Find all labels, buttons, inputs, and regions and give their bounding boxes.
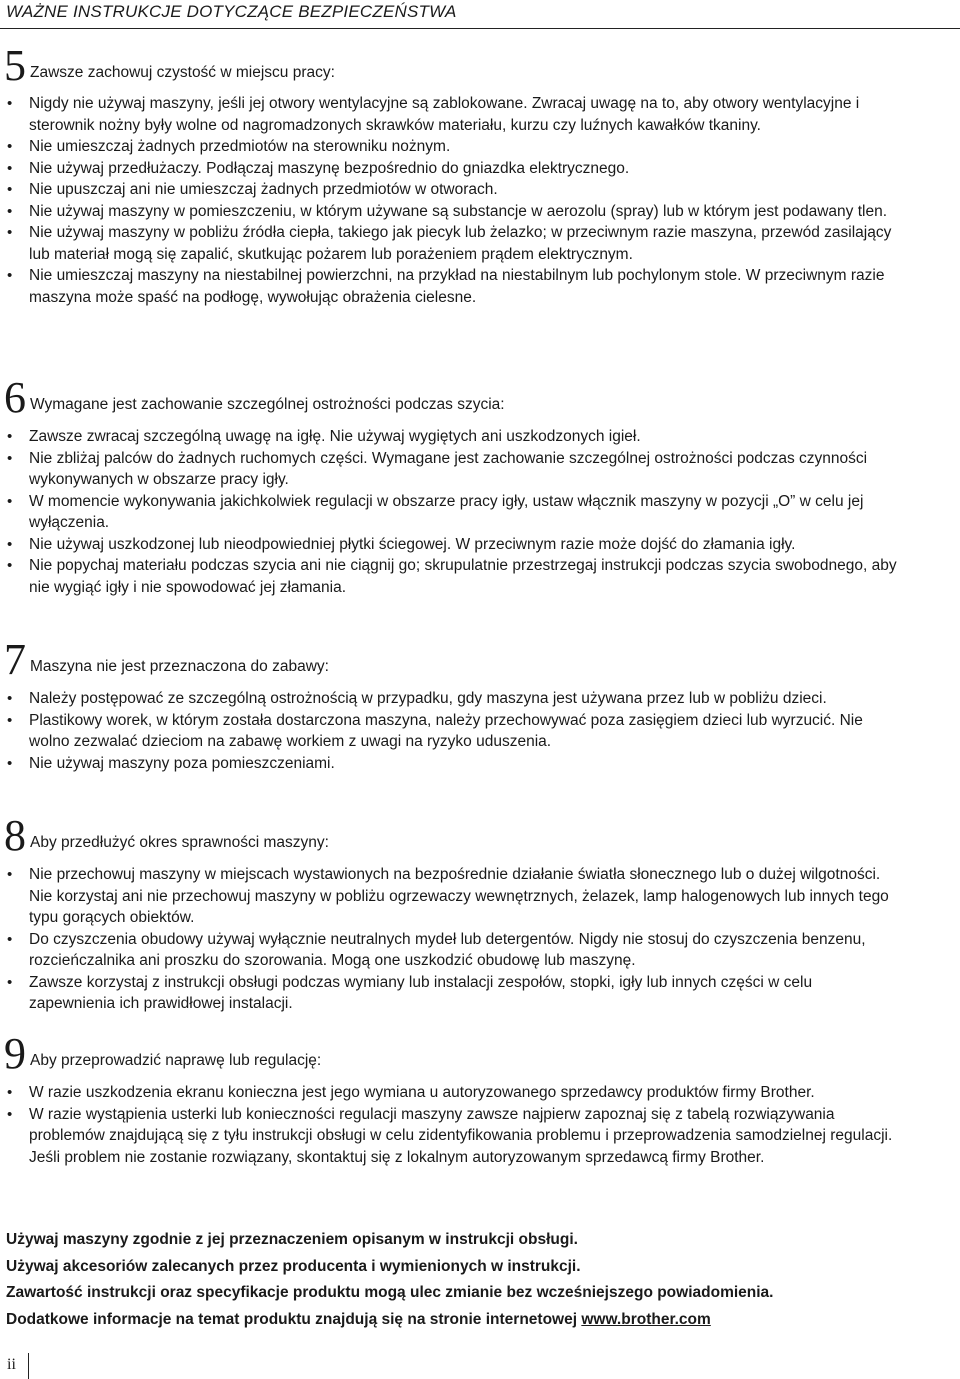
bottom-rule [28,1353,29,1379]
section-title: Aby przeprowadzić naprawę lub regulację: [30,1052,322,1069]
section-number: 5 [4,41,26,90]
list-item: • W momencie wykonywania jakichkolwiek regulacji w obszarze pracy igły, ustaw włącznik maszyny w pozycji „O” w celu jej wyłączenia. [7,492,864,531]
footer-line [6,1310,946,1337]
header-rule [0,28,960,29]
section-title: Zawsze zachowuj czystość w miejscu pracy: [30,64,335,81]
list-item: • Nie upuszczaj ani nie umieszczaj żadnych przedmiotów w otworach. [7,181,498,198]
footer-notes [6,1230,946,1336]
section-8 [0,811,960,1015]
section-9 [0,1029,960,1168]
footer-line: Używaj maszyny zgodnie z jej przeznaczeniem opisanym w instrukcji obsługi. [6,1231,578,1248]
list-item: • Do czyszczenia obudowy używaj wyłącznie neutralnych mydeł lub detergentów. Nigdy nie stosuj do czyszczenia benzenu, rozcieńczalnika ani proszku do szorowania. Mogą one uszkodzić obudowę lub maszynę. [7,930,866,969]
list-item: • Nie przechowuj maszyny w miejscach wystawionych na bezpośrednie działanie światła słonecznego lub o dużej wilgotności. Nie korzystaj ani nie przechowuj maszyny w pobliżu ogrzewaczy wewnętrznych, żelazek, lamp halogenowych lub innych tego typu gorących obiektów. [7,866,889,926]
list-item: • Nie używaj maszyny poza pomieszczeniami. [7,754,335,772]
list-item: • W razie wystąpienia usterki lub konieczności regulacji maszyny zawsze najpierw zapoznaj się z tabelą rozwiązywania problemów znajdującą się z tyłu instrukcji obsługi w celu zidentyfikowania problemu i przeprowadzenia samodzielnej regulacji. Jeśli problem nie zostanie rozwiązany, skontaktuj się z lokalnym autoryzowanym sprzedawcą firmy Brother. [7,1105,893,1166]
list-item: • Plastikowy worek, w którym została dostarczona maszyna, należy przechowywać poza zasięgiem dzieci lub wyrzucić. Nie wolno zezwalać dzieciom na zabawę workiem z uwagi na ryzyko uduszenia. [7,711,863,750]
list-item: • Nie umieszczaj maszyny na niestabilnej powierzchni, na przykład na niestabilnym lub pochylonym stole. W przeciwnym razie maszyna może spaść na podłogę, wywołując obrażenia cielesne. [7,267,885,306]
list-item: • Należy postępować ze szczególną ostrożnością w przypadku, gdy maszyna jest używana przez lub w pobliżu dzieci. [7,690,827,707]
section-title: Wymagane jest zachowanie szczególnej ostrożności podczas szycia: [30,396,505,413]
section-title: Maszyna nie jest przeznaczona do zabawy: [30,658,329,675]
section-title: Aby przedłużyć okres sprawności maszyny: [30,834,329,851]
website-link[interactable]: www.brother.com [581,1310,711,1328]
section-number: 6 [4,373,26,422]
list-item: • Zawsze korzystaj z instrukcji obsługi podczas wymiany lub instalacji zespołów, stopki, igły lub innych części w celu zapewnienia ich prawidłowej instalacji. [7,973,813,1012]
list-item: • Nie zbliżaj palców do żadnych ruchomych części. Wymagane jest zachowanie szczególnej ostrożności podczas czynności wykonywanych w obszarze pracy igły. [7,449,868,488]
section-5 [0,41,960,308]
list-item: • Nie używaj uszkodzonej lub nieodpowiedniej płytki ściegowej. W przeciwnym razie może dojść do złamania igły. [7,535,796,553]
list-item: • Zawsze zwracaj szczególną uwagę na igłę. Nie używaj wygiętych ani uszkodzonych igieł. [7,428,641,445]
section-6 [0,373,960,598]
section-7 [0,635,960,774]
footer-line: Używaj akcesoriów zalecanych przez producenta i wymienionych w instrukcji. [6,1257,581,1275]
section-number: 8 [4,811,26,860]
section-number: 7 [4,635,26,684]
footer-line: Zawartość instrukcji oraz specyfikacje produktu mogą ulec zmianie bez wcześniejszego powiadomienia. [6,1284,774,1301]
list-item: • Nie popychaj materiału podczas szycia ani nie ciągnij go; skrupulatnie przestrzegaj instrukcji podczas szycia swobodnego, aby nie wygiąć igły i nie spowodować jej złamania. [7,557,897,596]
list-item: • Nigdy nie używaj maszyny, jeśli jej otwory wentylacyjne są zablokowane. Zwracaj uwagę na to, aby otwory wentylacyjne i sterownik nożny były wolne od nagromadzonych skrawków materiału, kurzu czy luźnych kawałków tkaniny. [7,95,860,134]
list-item: • Nie używaj maszyny w pomieszczeniu, w którym używane są substancje w aerozolu (spray) lub w którym jest podawany tlen. [7,202,888,220]
page-header: WAŻNE INSTRUKCJE DOTYCZĄCE BEZPIECZEŃSTWA [6,2,457,21]
section-number: 9 [4,1029,26,1078]
list-item: • Nie używaj przedłużaczy. Podłączaj maszynę bezpośrednio do gniazdka elektrycznego. [7,159,630,177]
list-item: • Nie używaj maszyny w pobliżu źródła ciepła, takiego jak piecyk lub żelazko; w przeciwnym razie maszyna, przewód zasilający lub materiał mogą się zapalić, skutkując pożarem lub porażeniem prądem elektrycznym. [7,224,892,263]
list-item: • Nie umieszczaj żadnych przedmiotów na sterowniku nożnym. [7,138,451,155]
footer-text: Dodatkowe informacje na temat produktu znajdują się na stronie internetowej [6,1310,582,1328]
list-item: • W razie uszkodzenia ekranu konieczna jest jego wymiana u autoryzowanego sprzedawcy produktów firmy Brother. [7,1084,815,1101]
page-number: ii [7,1356,16,1373]
